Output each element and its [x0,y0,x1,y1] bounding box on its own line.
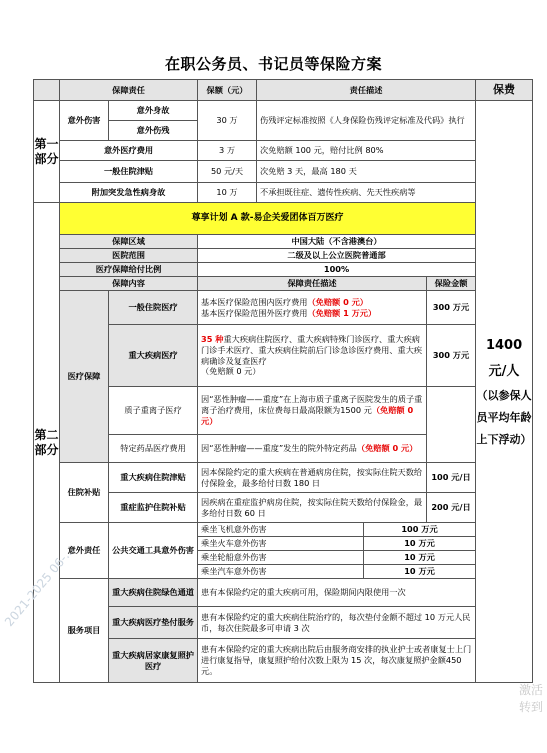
special-drug-label: 特定药品医疗费用 [109,435,198,463]
amount-header: 保额（元） [198,80,257,101]
hospital-scope-value: 二级及以上公立医院普通部 [198,249,476,263]
table-row [34,101,533,121]
table-row [34,463,533,493]
region-label: 保障区域 [60,235,198,249]
critical-illness-label: 重大疾病医疗 [109,325,198,387]
table-row [34,263,533,277]
icu-allowance-label: 重症监护住院补贴 [109,493,198,523]
home-rehab-label: 重大疾病居家康复照护医疗 [109,639,198,683]
coverage-header: 保障责任 [60,80,198,101]
critical-allowance-amount: 100 元/日 [427,463,476,493]
critical-illness-desc: 35 种重大疾病住院医疗、重大疾病特殊门诊医疗、重大疾病门诊手术医疗、重大疾病住院前后门诊急诊医疗费用、重大疾病确诊及复查医疗 （免赔额 0 元） [198,325,427,387]
accident-responsibility-group: 意外责任 [60,523,109,579]
transport-item: 乘坐汽车意外伤害 [198,565,364,579]
icu-allowance-amount: 200 元/日 [427,493,476,523]
table-row [34,387,533,435]
hospital-scope-label: 医院范围 [60,249,198,263]
transport-item: 乘坐飞机意外伤害 [198,523,364,537]
content-column-header: 保障内容 [60,277,198,291]
part1-label: 第一部分 [34,101,60,203]
accident-medical-amount: 3 万 [198,141,257,161]
accident-amount: 30 万 [198,101,257,141]
table-row [34,579,533,607]
table-row [34,523,533,537]
description-column-header: 保障责任描述 [198,277,427,291]
region-value: 中国大陆（不含港澳台） [198,235,476,249]
accident-medical-desc: 次免赔额 100 元，赔付比例 80% [257,141,476,161]
table-header-row [34,80,533,101]
general-allowance-desc: 次免赔 3 天，最高 180 天 [257,161,476,183]
critical-illness-amount: 300 万元 [427,325,476,387]
transport-item: 乘坐轮船意外伤害 [198,551,364,565]
accidental-disability-label: 意外伤残 [109,121,198,141]
part2-label: 第二部分 [34,203,60,683]
table-row [34,493,533,523]
table-row [34,639,533,683]
green-channel-desc: 患有本保险约定的重大疾病可用，保险期间内限使用一次 [198,579,476,607]
medical-group-label: 医疗保障 [60,291,109,463]
accident-medical-label: 意外医疗费用 [60,141,198,161]
green-channel-label: 重大疾病住院绿色通道 [109,579,198,607]
general-hospital-amount: 300 万元 [427,291,476,325]
general-hospital-label: 一般住院医疗 [109,291,198,325]
proton-therapy-label: 质子重离子医疗 [109,387,198,435]
activation-watermark: 激活 转到 [518,683,543,714]
critical-allowance-desc: 因本保险约定的重大疾病在普通病房住院，按实际住院天数给付保险金，最多给付日数 180 日 [198,463,427,493]
transport-item-amount: 10 万元 [364,537,476,551]
service-group-label: 服务项目 [60,579,109,683]
table-row [34,249,533,263]
fee-cell [476,101,533,683]
icu-allowance-desc: 因疾病在重症监护病房住院，按实际住院天数给付保险金，最多给付日数 60 日 [198,493,427,523]
watermark-text: 2021-2025 06-... [2,543,78,629]
accidental-death-label: 意外身故 [109,101,198,121]
proton-therapy-desc: 因“恶性肿瘤——重度”在上海市质子重离子医院发生的质子重离子治疗费用，床位费每日最高限额为1500 元（免赔额 0 元） [198,387,427,435]
general-allowance-amount: 50 元/天 [198,161,257,183]
transport-accident-label: 公共交通工具意外伤害 [109,523,198,579]
table-row [34,291,533,325]
sudden-illness-desc: 不承担既往症、遗传性疾病、先天性疾病等 [257,183,476,203]
advance-payment-desc: 患有本保险约定的重大疾病住院治疗的，每次垫付金额不超过 10 万元人民币，每次住院最多可申请 3 次 [198,607,476,639]
table-row [34,141,533,161]
hospital-allowance-group: 住院补贴 [60,463,109,523]
table-row [34,277,533,291]
accident-desc: 伤残评定标准按照《人身保险伤残评定标准及代码》执行 [257,101,476,141]
sudden-illness-amount: 10 万 [198,183,257,203]
critical-allowance-label: 重大疾病住院津贴 [109,463,198,493]
general-allowance-label: 一般住院津贴 [60,161,198,183]
fee-header: 保费 [476,80,533,101]
transport-item-amount: 10 万元 [364,551,476,565]
fee-note: （以参保人员平均年龄上下浮动） [476,388,532,446]
table-row [34,203,533,235]
table-row [34,325,533,387]
general-hospital-desc: 基本医疗保险范围内医疗费用（免赔额 0 元） 基本医疗保险范围外医疗费用（免赔额 1 万元） [198,291,427,325]
page-title: 在职公务员、书记员等保险方案 [164,55,382,73]
table-row [34,235,533,249]
transport-item-amount: 10 万元 [364,565,476,579]
home-rehab-desc: 患有本保险约定的重大疾病出院后由服务商安排的执业护士或者康复士上门进行康复指导，康复照护给付次数上限为 15 次，每次康复照护金额450 元。 [198,639,476,683]
plan-title: 尊享计划 A 款-易企关爱团体百万医疗 [60,203,476,235]
insurance-plan-table [33,79,533,683]
table-row [34,183,533,203]
description-header: 责任描述 [257,80,476,101]
accident-group-label: 意外伤害 [60,101,109,141]
table-row [34,607,533,639]
advance-payment-label: 重大疾病医疗垫付服务 [109,607,198,639]
transport-item: 乘坐火车意外伤害 [198,537,364,551]
table-row [34,161,533,183]
transport-item-amount: 100 万元 [364,523,476,537]
amount-column-header: 保险金额 [427,277,476,291]
special-drug-desc: 因“恶性肿瘤——重度”发生的院外特定药品（免赔额 0 元） [198,435,427,463]
payout-ratio-label: 医疗保障给付比例 [60,263,198,277]
fee-amount: 1400 元/人 [485,337,523,379]
payout-ratio-value: 100% [198,263,476,277]
sudden-illness-label: 附加突发急性病身故 [60,183,198,203]
